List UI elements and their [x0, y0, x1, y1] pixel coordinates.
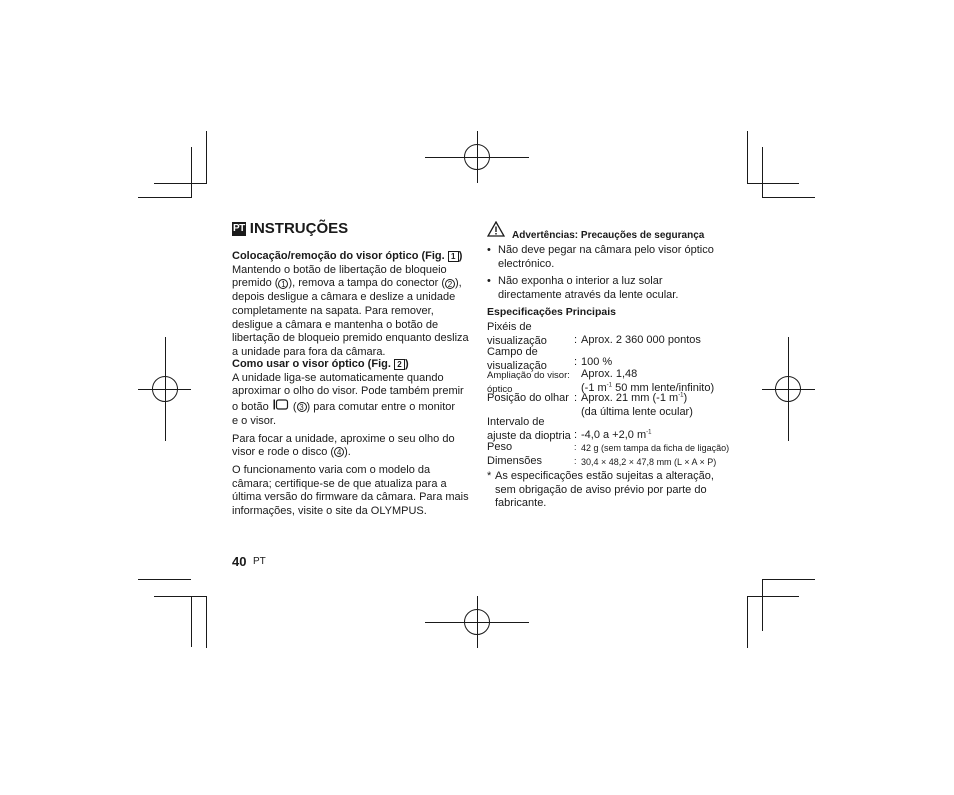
list-item: • Não deve pegar na câmara pelo visor óptico electrónico.: [487, 244, 714, 270]
section-usage: [232, 358, 472, 519]
text-line: A unidade liga-se automaticamente quando: [232, 371, 444, 384]
spec-value: 30,4 × 48,2 × 47,8 mm (L × A × P): [581, 457, 717, 467]
spec-value: -4,0 a +2,0 $m^{-1}$: [581, 429, 652, 441]
spec-colon: :: [574, 356, 578, 368]
text-line: depois desligue a câmara e deslize a unidade: [232, 291, 456, 304]
spec-label: Dimensões: [487, 455, 543, 467]
text-line: o botão ( 3 ) para comutar entre o monitor: [232, 400, 456, 413]
monitor-button-icon: [273, 399, 289, 415]
spec-label: Posição do olhar: [487, 392, 569, 404]
warning-icon: [487, 221, 505, 242]
text-line: câmara; certifique-se de que atualiza para a: [232, 477, 447, 490]
section-title: Colocação/remoção do visor óptico (Fig. 1 ): [232, 250, 463, 262]
specs-title: Especificações Principais: [487, 306, 616, 318]
spec-label: Campo de visualização: [487, 346, 547, 372]
spec-label: Pixéis de visualização: [487, 321, 547, 347]
spec-label: Intervalo de ajuste da dioptria: [487, 416, 571, 442]
spec-value: 100 %: [581, 356, 613, 368]
spec-colon: :: [574, 392, 578, 404]
text-line: O funcionamento varia com o modelo da: [232, 463, 431, 476]
text-line: completamente na sapata. Para remover,: [232, 304, 434, 317]
page-heading: [232, 221, 348, 237]
language-badge: PT: [233, 223, 245, 234]
warnings-title: Advertências: Precauções de segurança: [512, 230, 705, 241]
step-number: 3: [297, 402, 307, 412]
spec-value: Aprox. 2 360 000 pontos: [581, 334, 701, 346]
warnings-list: [487, 244, 727, 303]
text-line: última versão do firmware da câmara. Para mais: [232, 491, 469, 504]
text-line: desligue a câmara e mantenha o botão de: [232, 318, 439, 331]
step-number: 1: [278, 279, 288, 289]
text-line: Para focar a unidade, aproxime o seu olho do: [232, 432, 455, 445]
spec-label: Ampliação do visor: óptico: [487, 370, 570, 395]
text-line: informações, visite o site da OLYMPUS.: [232, 505, 427, 518]
step-number: 2: [445, 279, 455, 289]
spec-label: Peso: [487, 441, 513, 453]
spec-colon: :: [574, 442, 577, 452]
page-number: 40: [232, 554, 247, 569]
text-line: aproximar o olho do visor. Pode também premir: [232, 385, 464, 398]
spec-value: 42 g (sem tampa da ficha de ligação): [581, 443, 730, 453]
spec-value: Aprox. 1,48 (-1 $m^{-1}$ 50 mm lente/infinito): [581, 368, 715, 394]
fig-number: 2: [394, 359, 405, 370]
step-number: 4: [334, 447, 344, 457]
spec-colon: :: [574, 334, 578, 346]
section-title: Como usar o visor óptico (Fig. 2 ): [232, 358, 409, 370]
spec-value: Aprox. 21 mm (-1 $m^{-1}$) (da última lente ocular): [581, 392, 693, 418]
page-title: INSTRUÇÕES: [249, 220, 349, 237]
spec-note-asterisk: *: [487, 470, 492, 482]
spec-colon: :: [574, 429, 578, 441]
text-line: libertação de bloqueio premido enquanto desliza: [232, 332, 469, 345]
text-line: a unidade para fora da câmara.: [232, 345, 386, 358]
text-line: Mantendo o botão de libertação de bloqueio: [232, 263, 447, 276]
text-line: visor e rode o disco ( 4 ).: [232, 446, 351, 459]
section-attach-remove: [232, 250, 472, 360]
spec-colon: :: [574, 456, 577, 466]
fig-number: 1: [448, 251, 459, 262]
spec-note: As especificações estão sujeitas a alteração, sem obrigação de aviso prévio por parte do fabricante.: [495, 470, 714, 510]
page-language: PT: [253, 556, 266, 567]
text-line: e o visor.: [232, 414, 277, 427]
text-line: premido ( 1 ), remova a tampa do conector ( 2 ),: [232, 277, 462, 290]
list-item: • Não exponha o interior a luz solar directamente através da lente ocular.: [487, 275, 679, 302]
